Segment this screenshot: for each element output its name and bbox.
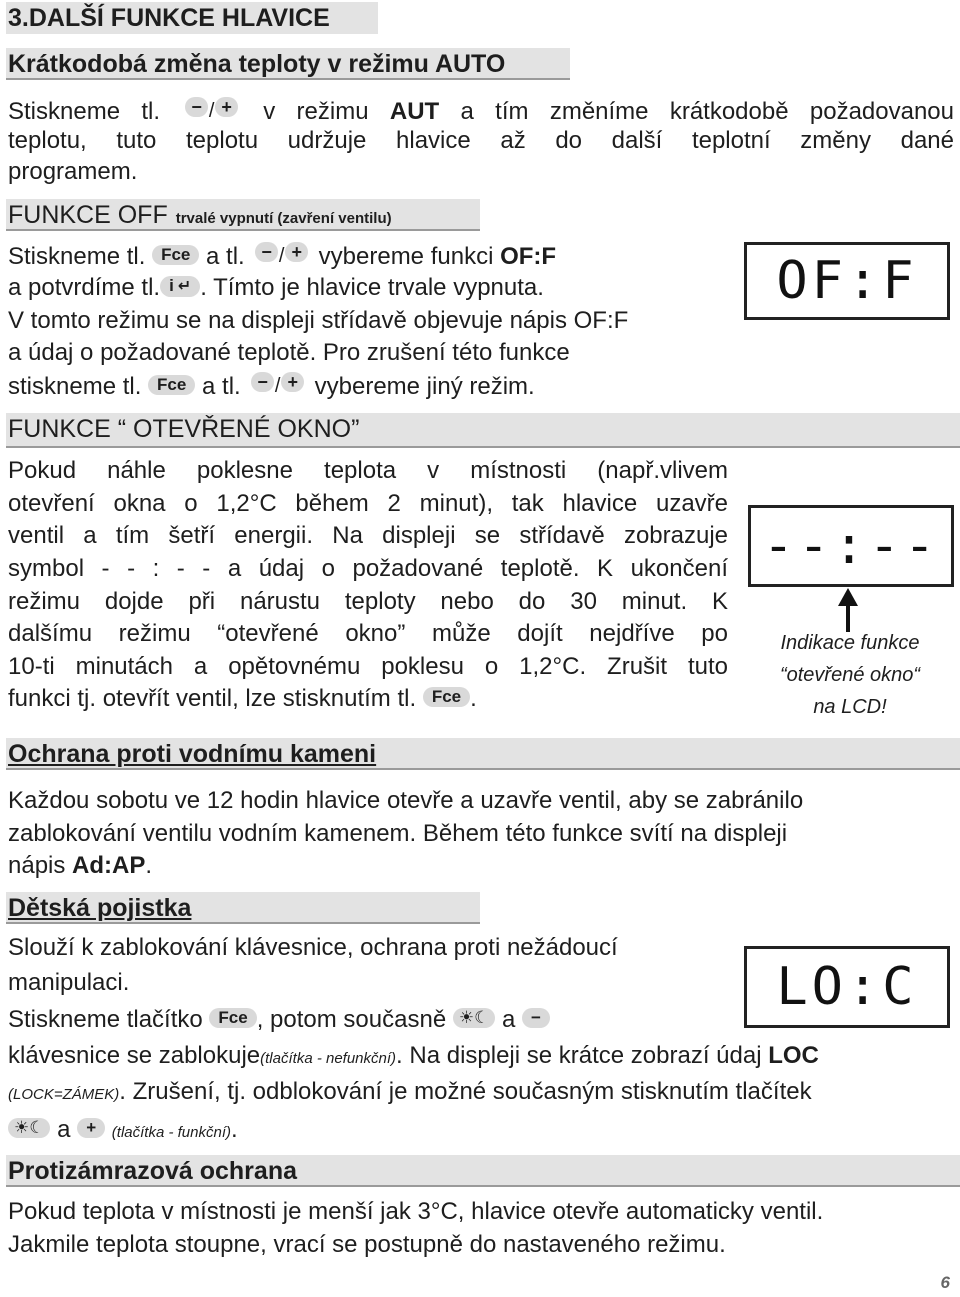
paragraph-temp-line-2: teplotu, tuto teplotu udržuje hlavice až do další teplotní změny dané: [8, 127, 954, 154]
off-line-4: a údaj o požadované teplotě. Pro zrušení této funkce: [8, 339, 570, 366]
text: klávesnice se zablokuje: [8, 1042, 261, 1069]
scale-line-1: Každou sobotu ve 12 hodin hlavice otevře a uzavře ventil, aby se zabránilo: [8, 787, 804, 814]
text-adap: Ad:AP: [72, 852, 146, 879]
text: Stiskneme tlačítko: [8, 1006, 203, 1033]
text: stiskneme tl.: [8, 373, 142, 400]
sun-moon-icon: ☀☾: [8, 1118, 50, 1138]
text: vybereme jiný režim.: [314, 373, 535, 400]
fce-button-icon: Fce: [209, 1008, 256, 1028]
child-line-3: [8, 1004, 550, 1037]
slash: /: [274, 375, 281, 397]
window-line-6: dalšímu režimu “otevřené okno” může dojít nejdříve po: [8, 620, 728, 647]
minus-icon: −: [251, 372, 274, 392]
minus-plus-button: [251, 369, 304, 403]
paragraph-temp-line-3: programem.: [8, 158, 138, 185]
info-button-icon: [160, 276, 200, 297]
window-line-3: ventil a tím šetří energii. Na displeji se střídavě zobrazuje: [8, 522, 728, 549]
lcd-display-window: --:--: [748, 505, 954, 587]
section-header-off: [6, 199, 480, 231]
minus-plus-button: [255, 239, 308, 273]
text: funkci tj. otevřít ventil, lze stisknutím tl.: [8, 685, 417, 712]
off-line-3: V tomto režimu se na displeji střídavě objevuje nápis OF:F: [8, 307, 629, 334]
enter-arrow-icon: ↵: [177, 278, 192, 295]
fce-button-icon: Fce: [423, 687, 470, 707]
text-loc: LOC: [768, 1042, 819, 1069]
fce-button-icon: Fce: [152, 245, 199, 265]
text: . Zrušení, tj. odblokování je možné současným stisknutím tlačítek: [119, 1078, 812, 1105]
header-off-label: FUNKCE OFF: [8, 201, 168, 229]
off-line-5: [8, 369, 535, 404]
child-line-2: manipulaci.: [8, 969, 130, 996]
plus-icon: +: [77, 1118, 105, 1138]
lcd-caption-line-2: “otevřené okno“: [779, 664, 921, 686]
window-line-7: 10-ti minutách a opětovnému poklesu o 1,2°C. Zrušit tuto: [8, 653, 728, 680]
text: a tím změníme krátkodobě požadovanou: [460, 98, 955, 125]
scale-line-2: zablokování ventilu vodním kamenem. Během této funkce svítí na displeji: [8, 820, 788, 847]
fce-button-icon: Fce: [148, 375, 195, 395]
child-line-4: [8, 1040, 819, 1076]
text: a: [502, 1006, 516, 1033]
text: a potvrdíme tl.: [8, 274, 161, 301]
minus-icon: −: [522, 1008, 550, 1028]
header-off-sub: trvalé vypnutí (zavření ventilu): [175, 210, 392, 227]
plus-icon: +: [285, 242, 308, 262]
minus-plus-button: [185, 94, 238, 128]
text-small: (tlačítka - funkční): [111, 1124, 231, 1141]
lcd-display-lock: LO:C: [744, 946, 950, 1028]
section-header-window: FUNKCE “ OTEVŘENÉ OKNO”: [6, 413, 960, 448]
up-arrow-icon: [836, 588, 860, 632]
plus-icon: +: [215, 97, 238, 117]
text-off: OF:F: [500, 243, 557, 270]
section-header-child: Dětská pojistka: [6, 892, 480, 924]
text: a tl.: [206, 243, 245, 270]
frost-line-1: Pokud teplota v místnosti je menší jak 3°C, hlavice otevře automaticky ventil.: [8, 1198, 824, 1225]
section-header-scale: Ochrana proti vodnímu kameni: [6, 738, 960, 770]
text: , potom současně: [256, 1006, 447, 1033]
text: Stiskneme tl.: [8, 98, 161, 125]
text: .: [470, 685, 477, 712]
lcd-display-off: OF:F: [744, 242, 950, 320]
window-line-8: [8, 683, 477, 716]
text: .: [231, 1116, 238, 1143]
paragraph-temp-line-1: [8, 94, 954, 129]
text-small: (LOCK=ZÁMEK): [8, 1086, 120, 1103]
window-line-2: otevření okna o 1,2°C během 2 minut), tak hlavice uzavře: [8, 490, 728, 517]
sun-moon-icon: ☀☾: [453, 1008, 495, 1028]
text: vybereme funkci: [318, 243, 494, 270]
text-aut: AUT: [389, 98, 440, 125]
lcd-caption-line-3: na LCD!: [813, 696, 887, 718]
page-title: 3.DALŠÍ FUNKCE HLAVICE: [6, 2, 378, 34]
lcd-caption-line-1: Indikace funkce: [780, 632, 920, 654]
plus-icon: +: [281, 372, 304, 392]
text: . Na displeji se krátce zobrazí údaj: [396, 1042, 762, 1069]
child-line-5: [8, 1076, 812, 1112]
text-small: (tlačítka - nefunkční): [260, 1050, 397, 1067]
text: v režimu: [263, 98, 369, 125]
child-line-1: Slouží k zablokování klávesnice, ochrana proti nežádoucí: [8, 934, 618, 961]
window-line-5: režimu dojde při nárustu teploty nebo do 30 minut. K: [8, 588, 728, 615]
frost-line-2: Jakmile teplota stoupne, vrací se postupně do nastaveného režimu.: [8, 1231, 726, 1258]
text: .: [145, 852, 153, 879]
minus-icon: −: [255, 242, 278, 262]
text: nápis: [8, 852, 66, 879]
text: a tl.: [202, 373, 241, 400]
window-line-4: symbol - - : - - a údaj o požadované teplotě. K ukončení: [8, 555, 728, 582]
text: . Tímto je hlavice trvale vypnuta.: [200, 274, 544, 301]
section-header-temp-change: Krátkodobá změna teploty v režimu AUTO: [6, 48, 570, 80]
text: Stiskneme tl.: [8, 243, 146, 270]
window-line-1: Pokud náhle poklesne teplota v místnosti (např.vlivem: [8, 457, 728, 484]
page-number: 6: [940, 1273, 950, 1292]
section-header-frost: Protizámrazová ochrana: [6, 1155, 960, 1187]
child-line-6: [8, 1114, 238, 1150]
scale-line-3: [8, 850, 152, 883]
off-line-1: [8, 239, 556, 274]
off-line-2: [8, 272, 544, 305]
slash: /: [208, 100, 215, 122]
minus-icon: −: [185, 97, 208, 117]
info-letter: i: [169, 276, 174, 295]
text: a: [57, 1116, 71, 1143]
slash: /: [278, 245, 285, 267]
